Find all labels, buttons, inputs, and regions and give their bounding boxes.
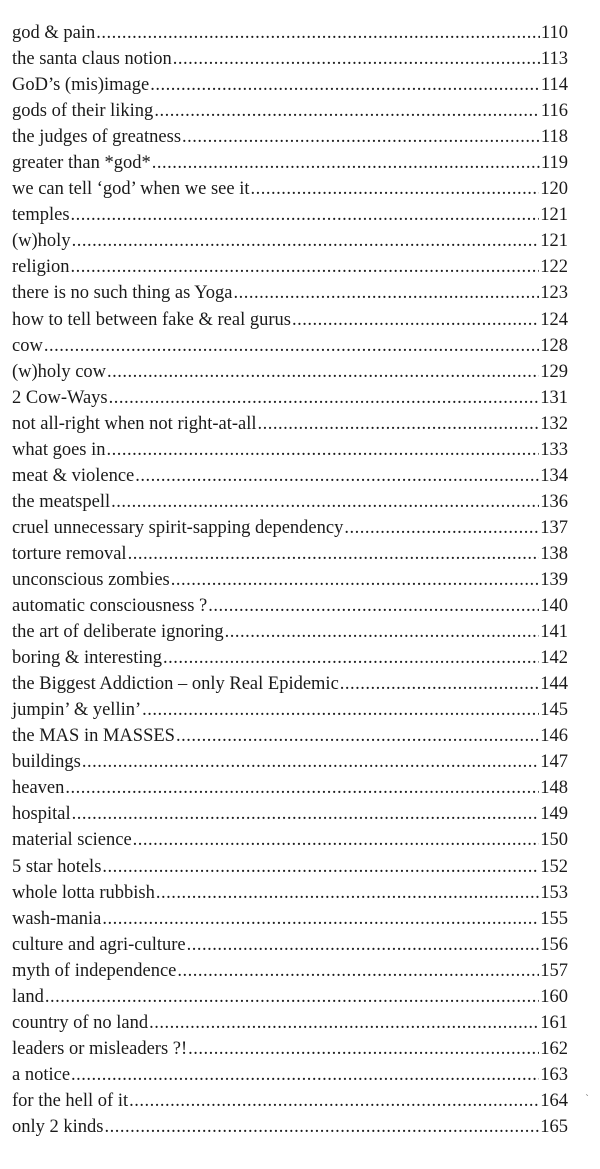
dot-leader — [133, 827, 540, 853]
entry-title: 5 star hotels — [12, 856, 102, 877]
toc-entry — [12, 619, 568, 645]
entry-page-number: 161 — [540, 1012, 568, 1033]
entry-title: buildings — [12, 752, 81, 773]
toc-entry — [12, 1010, 568, 1036]
entry-page-number: 132 — [540, 413, 568, 434]
dot-leader — [156, 880, 539, 906]
dot-leader — [163, 645, 539, 671]
dot-leader — [71, 1062, 539, 1088]
toc-entry — [12, 20, 568, 46]
toc-entry — [12, 880, 568, 906]
entry-title: GoD’s (mis)image — [12, 75, 150, 96]
entry-title: greater than *god* — [12, 153, 151, 174]
dot-leader — [104, 1114, 539, 1140]
dot-leader — [129, 1088, 539, 1114]
dot-leader — [292, 307, 539, 333]
entry-title: cow — [12, 335, 43, 356]
entry-page-number: 144 — [540, 674, 568, 695]
entry-page-number: 162 — [540, 1038, 568, 1059]
entry-title: the Biggest Addiction – only Real Epidemic — [12, 674, 339, 695]
entry-title: whole lotta rubbish — [12, 882, 155, 903]
entry-page-number: 120 — [540, 179, 568, 200]
entry-page-number: 164 — [540, 1090, 568, 1111]
entry-title: how to tell between fake & real gurus — [12, 309, 291, 330]
entry-page-number: 110 — [540, 23, 568, 43]
entry-page-number: 133 — [540, 439, 568, 460]
toc-entry — [12, 98, 568, 124]
dot-leader — [45, 984, 539, 1010]
entry-page-number: 152 — [540, 856, 568, 877]
entry-title: for the hell of it — [12, 1090, 129, 1111]
dot-leader — [340, 671, 539, 697]
toc-entry — [12, 124, 568, 150]
dot-leader — [188, 1036, 539, 1062]
dot-leader — [102, 854, 539, 880]
entry-page-number: 137 — [540, 517, 568, 538]
entry-title: culture and agri-culture — [12, 934, 186, 955]
toc-entry — [12, 228, 568, 254]
toc-entry — [12, 958, 568, 984]
entry-page-number: 140 — [540, 596, 568, 617]
entry-page-number: 149 — [540, 804, 568, 825]
entry-page-number: 123 — [540, 283, 568, 304]
toc-entry — [12, 827, 568, 853]
entry-page-number: 134 — [540, 465, 568, 486]
entry-title: meat & violence — [12, 465, 135, 486]
toc-entry — [12, 333, 568, 359]
entry-title: (w)holy cow — [12, 361, 107, 382]
entry-title: jumpin’ & yellin’ — [12, 700, 142, 721]
dot-leader — [258, 411, 540, 437]
toc-entry — [12, 254, 568, 280]
toc-entry — [12, 984, 568, 1010]
entry-page-number: 157 — [540, 960, 568, 981]
entry-page-number: 145 — [540, 700, 568, 721]
dot-leader — [71, 254, 540, 280]
entry-page-number: 124 — [540, 309, 568, 330]
dot-leader — [152, 150, 540, 176]
toc-entry — [12, 645, 568, 671]
dot-leader — [72, 801, 540, 827]
entry-title: religion — [12, 257, 70, 278]
dot-leader — [173, 46, 540, 72]
entry-page-number: 116 — [540, 101, 568, 122]
toc-entry — [12, 437, 568, 463]
entry-page-number: 165 — [540, 1116, 568, 1137]
entry-page-number: 150 — [540, 830, 568, 851]
toc-entry — [12, 541, 568, 567]
entry-title: cruel unnecessary spirit-sapping dependency — [12, 517, 344, 538]
toc-entry — [12, 723, 568, 749]
dot-leader — [344, 515, 539, 541]
dot-leader — [182, 124, 540, 150]
dot-leader — [149, 1010, 539, 1036]
dot-leader — [111, 489, 539, 515]
toc-entry — [12, 463, 568, 489]
toc-entry — [12, 489, 568, 515]
entry-title: 2 Cow-Ways — [12, 387, 108, 408]
entry-title: god & pain — [12, 23, 96, 43]
dot-leader — [177, 958, 539, 984]
table-of-contents — [12, 20, 568, 1140]
entry-page-number: 122 — [540, 257, 568, 278]
dot-leader — [109, 385, 540, 411]
toc-entry — [12, 176, 568, 202]
dot-leader — [44, 333, 539, 359]
toc-entry — [12, 385, 568, 411]
entry-title: boring & interesting — [12, 648, 163, 669]
entry-title: the judges of greatness — [12, 127, 182, 148]
entry-page-number: 121 — [540, 205, 568, 226]
entry-page-number: 128 — [540, 335, 568, 356]
toc-entry — [12, 671, 568, 697]
toc-entry — [12, 72, 568, 98]
dot-leader — [225, 619, 540, 645]
dot-leader — [187, 932, 540, 958]
entry-title: there is no such thing as Yoga — [12, 283, 233, 304]
toc-entry — [12, 202, 568, 228]
entry-page-number: 155 — [540, 908, 568, 929]
entry-title: we can tell ‘god’ when we see it — [12, 179, 250, 200]
entry-page-number: 147 — [540, 752, 568, 773]
entry-title: automatic consciousness ? — [12, 596, 208, 617]
entry-page-number: 113 — [540, 49, 568, 70]
entry-page-number: 146 — [540, 726, 568, 747]
toc-entry — [12, 854, 568, 880]
dot-leader — [208, 593, 539, 619]
entry-page-number: 148 — [540, 778, 568, 799]
entry-title: temples — [12, 205, 70, 226]
dot-leader — [128, 541, 540, 567]
dot-leader — [251, 176, 540, 202]
entry-title: unconscious zombies — [12, 569, 170, 590]
entry-title: heaven — [12, 778, 65, 799]
toc-entry — [12, 775, 568, 801]
toc-entry — [12, 593, 568, 619]
scan-speck: ` — [585, 1094, 590, 1105]
entry-page-number: 119 — [540, 153, 568, 174]
entry-title: leaders or misleaders ?! — [12, 1038, 188, 1059]
toc-entry — [12, 411, 568, 437]
toc-entry — [12, 749, 568, 775]
entry-page-number: 160 — [540, 986, 568, 1007]
toc-entry — [12, 1114, 568, 1140]
entry-page-number: 142 — [540, 648, 568, 669]
toc-entry — [12, 280, 568, 306]
entry-title: gods of their liking — [12, 101, 154, 122]
entry-title: hospital — [12, 804, 71, 825]
entry-page-number: 136 — [540, 491, 568, 512]
toc-entry — [12, 1036, 568, 1062]
entry-page-number: 121 — [540, 231, 568, 252]
toc-entry — [12, 697, 568, 723]
toc-entry — [12, 307, 568, 333]
entry-page-number: 153 — [540, 882, 568, 903]
entry-title: myth of independence — [12, 960, 177, 981]
entry-title: (w)holy — [12, 231, 71, 252]
entry-title: material science — [12, 830, 132, 851]
dot-leader — [96, 20, 540, 46]
dot-leader — [107, 359, 539, 385]
toc-entry — [12, 801, 568, 827]
toc-entry — [12, 1088, 568, 1114]
dot-leader — [71, 202, 540, 228]
entry-page-number: 114 — [540, 75, 568, 96]
entry-title: torture removal — [12, 543, 127, 564]
dot-leader — [233, 280, 539, 306]
entry-title: the art of deliberate ignoring — [12, 622, 224, 643]
dot-leader — [154, 98, 540, 124]
entry-title: the MAS in MASSES — [12, 726, 175, 747]
entry-page-number: 141 — [540, 622, 568, 643]
entry-title: the santa claus notion — [12, 49, 172, 70]
entry-title: land — [12, 986, 44, 1007]
entry-page-number: 131 — [540, 387, 568, 408]
dot-leader — [65, 775, 539, 801]
toc-entry — [12, 515, 568, 541]
entry-title: what goes in — [12, 439, 106, 460]
toc-entry — [12, 150, 568, 176]
entry-title: not all-right when not right-at-all — [12, 413, 257, 434]
toc-entry — [12, 46, 568, 72]
entry-page-number: 118 — [540, 127, 568, 148]
dot-leader — [150, 72, 540, 98]
entry-title: the meatspell — [12, 491, 111, 512]
entry-title: only 2 kinds — [12, 1116, 104, 1137]
toc-entry — [12, 567, 568, 593]
entry-page-number: 138 — [540, 543, 568, 564]
toc-entry — [12, 906, 568, 932]
entry-title: country of no land — [12, 1012, 149, 1033]
dot-leader — [72, 228, 540, 254]
dot-leader — [82, 749, 539, 775]
entry-page-number: 156 — [540, 934, 568, 955]
dot-leader — [102, 906, 539, 932]
toc-entry — [12, 1062, 568, 1088]
dot-leader — [176, 723, 539, 749]
entry-page-number: 163 — [540, 1064, 568, 1085]
toc-entry — [12, 932, 568, 958]
entry-page-number: 129 — [540, 361, 568, 382]
dot-leader — [135, 463, 539, 489]
dot-leader — [142, 697, 539, 723]
entry-title: a notice — [12, 1064, 71, 1085]
toc-entry — [12, 359, 568, 385]
dot-leader — [171, 567, 540, 593]
dot-leader — [107, 437, 540, 463]
entry-title: wash-mania — [12, 908, 102, 929]
entry-page-number: 139 — [540, 569, 568, 590]
